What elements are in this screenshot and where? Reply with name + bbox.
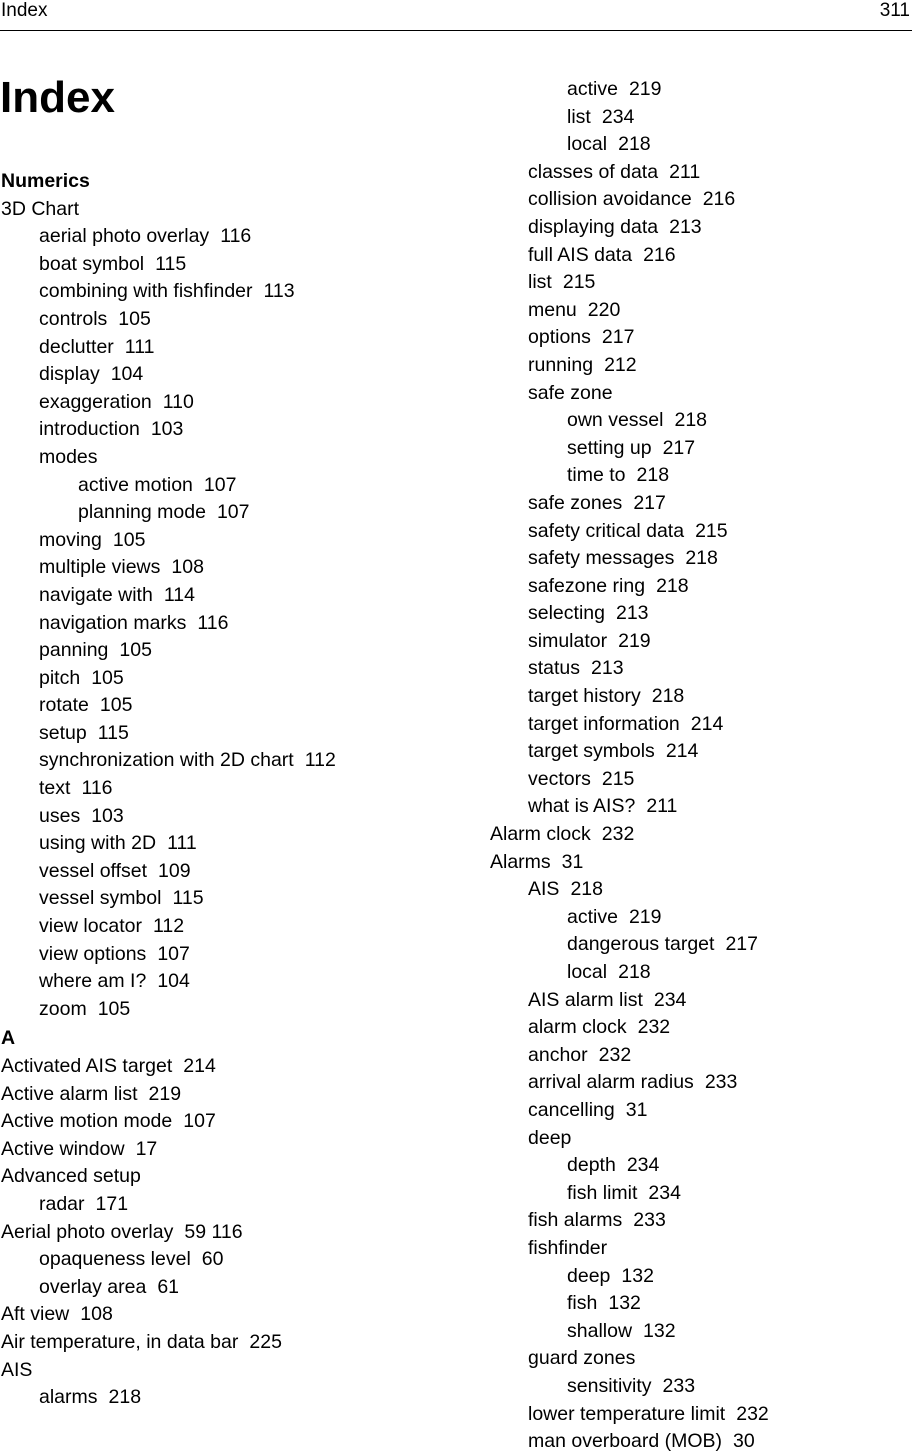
index-entry: [490, 1042, 910, 1070]
index-term: active motion: [78, 473, 193, 496]
index-term: status: [528, 657, 581, 680]
page-reference: 116: [220, 225, 252, 248]
page-reference: 107: [203, 473, 237, 496]
index-term: view locator: [39, 915, 142, 938]
index-term: options: [528, 326, 591, 349]
page-reference: 111: [124, 335, 155, 358]
index-entry: [490, 711, 910, 739]
page-reference: 233: [704, 1071, 738, 1094]
page-reference: 219: [618, 629, 651, 652]
index-entry: [490, 518, 910, 546]
index-entry: [1, 554, 471, 582]
page-reference: 234: [601, 105, 635, 128]
index-entry: [1, 306, 471, 334]
index-term: opaqueness level: [39, 1248, 191, 1271]
index-entry: [490, 655, 910, 683]
index-entry: [1, 803, 471, 831]
page-reference: 213: [615, 602, 649, 625]
page-reference: 216: [702, 188, 736, 211]
index-entry: [1, 747, 471, 775]
index-entry: [490, 1207, 910, 1235]
index-term: where am I?: [39, 970, 147, 993]
index-term: target history: [528, 685, 641, 708]
index-entry: [1, 830, 471, 858]
page-reference: 31: [625, 1098, 648, 1121]
page-reference: 216: [643, 243, 676, 266]
index-term: Active motion mode: [1, 1110, 173, 1133]
index-term: safety critical data: [528, 519, 685, 542]
page-reference: 108: [80, 1303, 113, 1326]
index-term: time to: [567, 464, 626, 487]
index-entry: [1, 885, 471, 913]
index-entry: [1, 665, 471, 693]
index-column-right: [490, 76, 910, 1456]
index-term: classes of data: [528, 160, 659, 183]
index-entry: [1, 1081, 471, 1109]
index-term: Alarms: [490, 850, 551, 873]
index-entry: [490, 1152, 910, 1180]
index-section-heading: [1, 168, 471, 196]
index-entry: [490, 931, 910, 959]
index-entry: [490, 904, 910, 932]
index-term: view options: [39, 942, 147, 965]
index-entry: [1, 278, 471, 306]
index-term: fish limit: [567, 1181, 638, 1204]
page-reference: 104: [157, 970, 190, 993]
index-entry: [1, 1357, 471, 1385]
index-entry: [1, 1329, 471, 1357]
page-reference: 108: [171, 556, 204, 579]
page-reference: 234: [626, 1154, 660, 1177]
page-reference: 232: [736, 1402, 769, 1425]
page-reference: 214: [665, 740, 699, 763]
page-reference: 103: [91, 804, 124, 827]
page-reference: 60: [201, 1248, 224, 1271]
index-term: sensitivity: [567, 1374, 652, 1397]
index-entry: [1, 692, 471, 720]
index-term: safe zone: [528, 381, 613, 404]
index-entry: [1, 968, 471, 996]
page-reference: 217: [662, 436, 696, 459]
index-term: menu: [528, 298, 577, 321]
index-entry: [1, 389, 471, 417]
page-reference: 105: [91, 666, 124, 689]
page-reference: 218: [618, 961, 651, 983]
page-title: Index: [0, 73, 115, 122]
index-term: target information: [528, 712, 680, 735]
page-reference: 218: [108, 1386, 142, 1409]
index-term: safety messages: [528, 547, 675, 570]
index-entry: [1, 858, 471, 886]
index-term: displaying data: [528, 215, 659, 238]
index-entry: [490, 545, 910, 573]
index-term: navigate with: [39, 583, 153, 606]
page-reference: 132: [608, 1292, 641, 1315]
index-term: cancelling: [528, 1098, 615, 1121]
page-reference: 218: [636, 464, 670, 487]
index-term: combining with fishfinder: [39, 280, 253, 303]
index-term: multiple views: [39, 556, 161, 579]
page-reference: 114: [163, 583, 195, 606]
page-reference: 232: [598, 1043, 632, 1066]
page-reference: 107: [157, 942, 190, 965]
page-reference: 217: [601, 326, 635, 349]
index-term: Air temperature, in data bar: [1, 1330, 239, 1353]
page-reference: 225: [249, 1330, 282, 1353]
index-entry: [1, 913, 471, 941]
page-reference: 109: [158, 859, 191, 882]
index-term: Alarm clock: [490, 823, 591, 846]
page-reference: 105: [118, 307, 151, 330]
index-entry: [490, 159, 910, 187]
page-reference: 218: [618, 133, 651, 156]
index-term: boat symbol: [39, 252, 145, 275]
page-reference: 132: [643, 1319, 676, 1342]
page-reference: 233: [633, 1209, 666, 1232]
page-reference: 218: [685, 547, 718, 570]
index-entry: [1, 1163, 471, 1191]
index-term: Advanced setup: [1, 1165, 141, 1188]
index-term: collision avoidance: [528, 188, 692, 211]
index-term: zoom: [39, 997, 87, 1020]
index-entry: [1, 1301, 471, 1329]
page-reference: 115: [172, 887, 204, 910]
index-term: AIS: [528, 878, 560, 901]
index-term: moving: [39, 528, 102, 551]
header-section-title: Index: [1, 0, 48, 21]
index-entry: [490, 628, 910, 656]
index-entry: [490, 1401, 910, 1429]
page-reference: 17: [135, 1137, 158, 1160]
index-term: Activated AIS target: [1, 1055, 173, 1077]
page-reference: 112: [304, 749, 336, 772]
index-entry: [1, 499, 471, 527]
index-entry: [490, 380, 910, 408]
index-term: dangerous target: [567, 933, 715, 956]
page-reference: 214: [183, 1055, 216, 1077]
index-entry: [1, 610, 471, 638]
index-entry: [1, 334, 471, 362]
page-reference: 116: [81, 777, 113, 800]
index-term: introduction: [39, 418, 140, 441]
index-term: Aft view: [1, 1303, 70, 1326]
index-term: shallow: [567, 1319, 633, 1342]
index-term: fish alarms: [528, 1209, 623, 1232]
index-entry: [490, 738, 910, 766]
index-term: aerial photo overlay: [39, 225, 210, 248]
page-reference: 215: [601, 767, 635, 790]
index-entry: [1, 637, 471, 665]
index-entry: [1, 251, 471, 279]
index-entry: [490, 1263, 910, 1291]
index-term: deep: [567, 1264, 611, 1287]
page-reference: 232: [601, 823, 635, 846]
index-term: anchor: [528, 1043, 588, 1066]
page-reference: 218: [651, 685, 685, 708]
page-reference: 234: [648, 1181, 681, 1204]
index-entry: [490, 131, 910, 159]
index-entry: [490, 462, 910, 490]
page-reference: 112: [152, 915, 185, 938]
page-reference: 31: [561, 850, 584, 873]
index-entry: [490, 1180, 910, 1208]
page-reference: 104: [110, 363, 144, 386]
section-letter: A: [1, 1027, 16, 1050]
index-term: deep: [528, 1126, 572, 1149]
index-term: setting up: [567, 436, 652, 459]
index-entry: [490, 104, 910, 132]
page-reference: 211: [646, 795, 678, 818]
page-reference: 211: [669, 160, 701, 183]
page-reference: 105: [112, 528, 146, 551]
index-entry: [490, 1318, 910, 1346]
page-reference: 115: [97, 721, 129, 744]
index-entry: [490, 1290, 910, 1318]
index-term: arrival alarm radius: [528, 1071, 694, 1094]
index-entry: [490, 683, 910, 711]
index-entry: [1, 527, 471, 555]
index-term: alarm clock: [528, 1016, 627, 1039]
page-reference: 107: [183, 1110, 216, 1133]
index-entry: [1, 1274, 471, 1302]
index-term: depth: [567, 1154, 616, 1177]
page-reference: 218: [674, 409, 708, 432]
index-section-heading: [1, 1025, 471, 1053]
index-term: guard zones: [528, 1347, 636, 1370]
page-reference: 116: [197, 611, 229, 634]
index-term: safe zones: [528, 491, 623, 514]
index-term: vectors: [528, 767, 591, 790]
index-entry: [490, 435, 910, 463]
index-term: AIS: [1, 1358, 33, 1381]
index-entry: [490, 407, 910, 435]
index-entry: [490, 821, 910, 849]
index-entry: [1, 1136, 471, 1164]
page-reference: 111: [167, 832, 197, 855]
index-term: declutter: [39, 335, 114, 358]
page-reference: 220: [587, 298, 621, 321]
index-term: AIS alarm list: [528, 988, 643, 1011]
page-reference: 215: [562, 271, 596, 294]
index-term: panning: [39, 639, 109, 662]
index-entry: [490, 600, 910, 628]
index-term: text: [39, 777, 71, 800]
index-entry: [490, 1428, 910, 1456]
page-reference: 115: [155, 252, 187, 275]
index-term: rotate: [39, 694, 89, 717]
index-term: radar: [39, 1192, 85, 1215]
index-term: fishfinder: [528, 1236, 608, 1259]
index-entry: [1, 775, 471, 803]
section-letter: Numerics: [1, 170, 90, 192]
page-reference: 233: [662, 1374, 696, 1397]
page-reference: 232: [637, 1016, 671, 1039]
index-term: overlay area: [39, 1275, 147, 1298]
index-term: full AIS data: [528, 243, 633, 266]
page-reference: 107: [216, 501, 250, 524]
page-reference: 105: [99, 694, 133, 717]
index-term: pitch: [39, 666, 81, 689]
index-entry: [490, 959, 910, 987]
index-term: own vessel: [567, 409, 664, 432]
index-entry: [490, 490, 910, 518]
index-term: vessel symbol: [39, 887, 162, 910]
index-term: man overboard (MOB): [528, 1430, 722, 1453]
index-term: active: [567, 78, 618, 100]
index-term: exaggeration: [39, 390, 152, 413]
page-reference: 217: [633, 491, 666, 514]
index-term: local: [567, 961, 608, 983]
index-term: Aerial photo overlay: [1, 1220, 174, 1243]
index-entry: [490, 269, 910, 297]
index-entry: [490, 1125, 910, 1153]
index-entry: [490, 297, 910, 325]
page-reference: 218: [570, 878, 603, 901]
index-entry: [1, 444, 471, 472]
index-term: Active alarm list: [1, 1082, 138, 1105]
page-reference: 217: [725, 933, 758, 956]
index-term: safezone ring: [528, 574, 646, 597]
index-term: lower temperature limit: [528, 1402, 726, 1425]
index-term: running: [528, 353, 594, 376]
index-entry: [490, 76, 910, 104]
page-reference: 105: [119, 639, 152, 662]
index-column-left: [1, 168, 471, 1412]
page-reference: 219: [148, 1082, 182, 1105]
index-entry: [490, 1235, 910, 1263]
index-term: synchronization with 2D chart: [39, 749, 294, 772]
page-reference: 30: [732, 1430, 755, 1453]
index-entry: [490, 987, 910, 1015]
index-entry: [490, 573, 910, 601]
index-entry: [490, 1097, 910, 1125]
index-entry: [1, 1053, 471, 1081]
page-reference: 103: [150, 418, 184, 441]
page-reference: 61: [157, 1275, 180, 1298]
page-reference: 218: [656, 574, 689, 597]
index-term: simulator: [528, 629, 608, 652]
index-entry: [490, 793, 910, 821]
index-term: planning mode: [78, 501, 206, 524]
index-entry: [490, 1373, 910, 1401]
page-reference: 132: [621, 1264, 654, 1287]
page-reference: 105: [97, 997, 131, 1020]
page-reference: 171: [95, 1192, 129, 1215]
index-entry: [490, 766, 910, 794]
index-term: local: [567, 133, 608, 156]
index-entry: [490, 352, 910, 380]
index-term: active: [567, 905, 618, 928]
index-term: modes: [39, 445, 98, 468]
index-entry: [1, 416, 471, 444]
page-reference: 219: [628, 78, 662, 100]
page-reference: 110: [162, 390, 194, 413]
page-reference: 213: [669, 215, 702, 238]
page-reference: 215: [695, 519, 728, 542]
index-term: selecting: [528, 602, 605, 625]
index-term: using with 2D: [39, 832, 157, 855]
index-term: fish: [567, 1292, 598, 1315]
index-entry: [490, 1345, 910, 1373]
index-entry: [490, 186, 910, 214]
index-entry: [1, 720, 471, 748]
page-reference: 212: [604, 353, 637, 376]
index-term: vessel offset: [39, 859, 148, 882]
index-entry: [490, 876, 910, 904]
header-page-number: 311: [879, 0, 910, 21]
index-entry: [1, 472, 471, 500]
index-entry: [1, 1246, 471, 1274]
page-reference: 113: [263, 280, 295, 303]
page-reference: 219: [628, 905, 662, 928]
index-term: list: [567, 105, 591, 128]
index-entry: [1, 223, 471, 251]
index-entry: [1, 196, 471, 224]
index-term: what is AIS?: [528, 795, 636, 818]
index-term: 3D Chart: [1, 197, 80, 220]
index-entry: [490, 1069, 910, 1097]
index-term: setup: [39, 721, 87, 744]
index-term: controls: [39, 307, 108, 330]
index-term: uses: [39, 804, 81, 827]
index-term: display: [39, 363, 100, 386]
index-term: navigation marks: [39, 611, 187, 634]
index-term: alarms: [39, 1386, 98, 1409]
index-entry: [1, 1191, 471, 1219]
index-entry: [1, 941, 471, 969]
index-entry: [490, 1014, 910, 1042]
page-reference: 234: [653, 988, 687, 1011]
index-term: list: [528, 271, 552, 294]
index-entry: [1, 1108, 471, 1136]
index-term: Active window: [1, 1137, 125, 1160]
index-entry: [1, 1219, 471, 1247]
index-entry: [1, 582, 471, 610]
index-entry: [490, 849, 910, 877]
index-entry: [1, 996, 471, 1024]
running-header: [0, 0, 912, 31]
index-entry: [490, 324, 910, 352]
page-reference: 214: [690, 712, 724, 735]
index-term: target symbols: [528, 740, 655, 763]
index-entry: [490, 242, 910, 270]
page-reference: 213: [591, 657, 624, 680]
page-reference: 59 116: [184, 1220, 243, 1243]
index-entry: [1, 361, 471, 389]
index-entry: [1, 1384, 471, 1412]
index-entry: [490, 214, 910, 242]
